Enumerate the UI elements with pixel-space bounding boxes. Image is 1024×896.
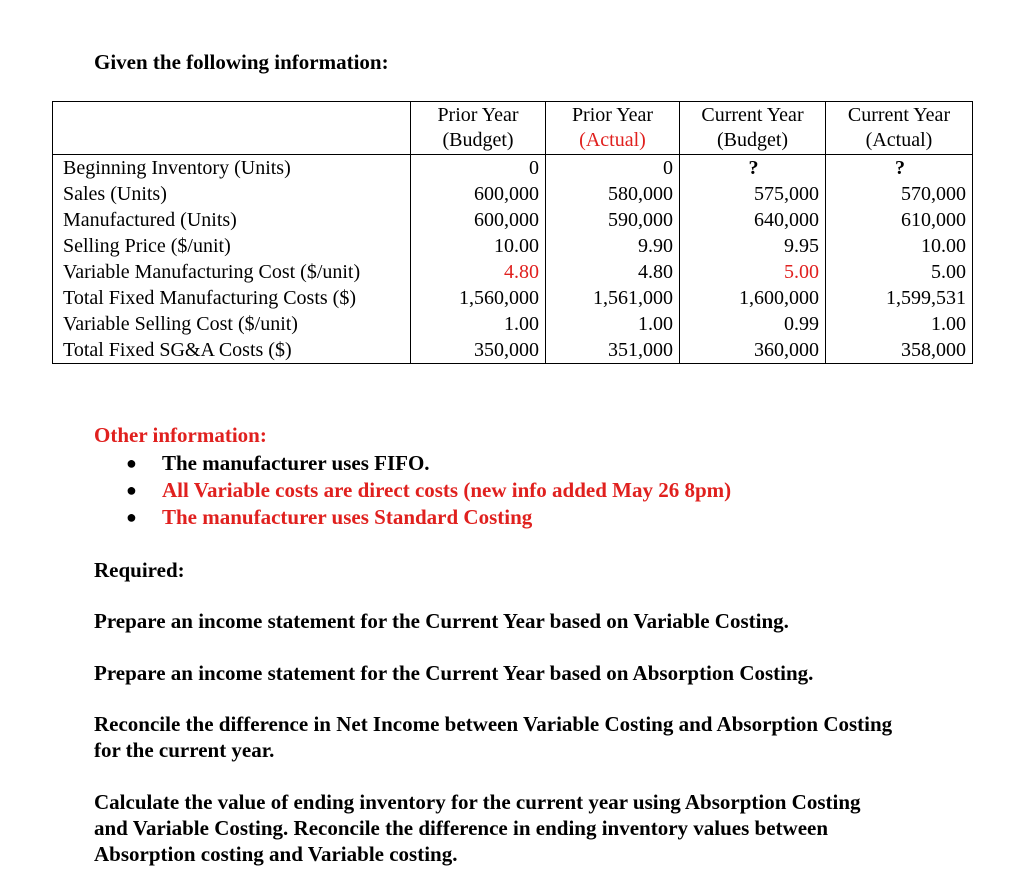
- cell: 4.80: [546, 259, 680, 285]
- cell: 600,000: [411, 181, 546, 207]
- row-label: Total Fixed SG&A Costs ($): [53, 337, 411, 364]
- cell: 10.00: [826, 233, 973, 259]
- header-prior-budget: Prior Year (Budget): [411, 102, 546, 155]
- list-item: ● The manufacturer uses Standard Costing: [126, 505, 533, 529]
- required-item-1: Prepare an income statement for the Current Year based on Variable Costing.: [94, 609, 789, 633]
- cell: 1,561,000: [546, 285, 680, 311]
- bullet-icon: ●: [126, 453, 137, 473]
- cell: 580,000: [546, 181, 680, 207]
- cell: 358,000: [826, 337, 973, 364]
- cell: 9.95: [680, 233, 826, 259]
- table-row: [53, 155, 973, 182]
- cell: 0: [411, 155, 546, 182]
- row-label: Total Fixed Manufacturing Costs ($): [53, 285, 411, 311]
- header-prior-actual: Prior Year (Actual): [546, 102, 680, 155]
- cell: ?: [680, 155, 826, 182]
- table-row: [53, 337, 973, 364]
- header-current-actual: Current Year (Actual): [826, 102, 973, 155]
- required-item-4: Calculate the value of ending inventory for the current year using Absorption Costing and Variable Costing. Reconcile the difference in ending inventory values between Absorption costing and Variable costing.: [94, 790, 861, 866]
- row-label: Selling Price ($/unit): [53, 233, 411, 259]
- other-information: [94, 423, 731, 531]
- cell: 1,560,000: [411, 285, 546, 311]
- cell: 360,000: [680, 337, 826, 364]
- data-table: [52, 101, 973, 364]
- cell: 1,599,531: [826, 285, 973, 311]
- table-row: [53, 233, 973, 259]
- other-information-title: Other information:: [94, 423, 267, 447]
- table-row: [53, 311, 973, 337]
- list-item: ● All Variable costs are direct costs (new info added May 26 8pm): [126, 478, 732, 502]
- cell: ?: [826, 155, 973, 182]
- table-row: [53, 207, 973, 233]
- cell: 9.90: [546, 233, 680, 259]
- cell: 4.80: [411, 259, 546, 285]
- required-title: Required:: [94, 558, 185, 582]
- row-label: Variable Manufacturing Cost ($/unit): [53, 259, 411, 285]
- cell: 0: [546, 155, 680, 182]
- table-row: [53, 285, 973, 311]
- table-row: [53, 181, 973, 207]
- cell: 351,000: [546, 337, 680, 364]
- cell: 1,600,000: [680, 285, 826, 311]
- cell: 590,000: [546, 207, 680, 233]
- cell: 5.00: [680, 259, 826, 285]
- other-information-list: [94, 450, 731, 531]
- required-item-3: Reconcile the difference in Net Income between Variable Costing and Absorption Costing for the current year.: [94, 712, 893, 762]
- header-row: [53, 102, 973, 155]
- bullet-icon: ●: [126, 480, 137, 500]
- row-label: Beginning Inventory (Units): [53, 155, 411, 182]
- cell: 1.00: [826, 311, 973, 337]
- bullet-icon: ●: [126, 507, 137, 527]
- list-item: ● The manufacturer uses FIFO.: [126, 451, 430, 475]
- row-label: Manufactured (Units): [53, 207, 411, 233]
- header-blank: [53, 102, 411, 155]
- cell: 10.00: [411, 233, 546, 259]
- heading: Given the following information:: [94, 50, 389, 74]
- required-item-2: Prepare an income statement for the Current Year based on Absorption Costing.: [94, 661, 814, 685]
- cell: 1.00: [546, 311, 680, 337]
- cell: 610,000: [826, 207, 973, 233]
- header-current-budget: Current Year (Budget): [680, 102, 826, 155]
- table-row: [53, 259, 973, 285]
- cell: 0.99: [680, 311, 826, 337]
- cell: 1.00: [411, 311, 546, 337]
- row-label: Sales (Units): [53, 181, 411, 207]
- cell: 350,000: [411, 337, 546, 364]
- row-label: Variable Selling Cost ($/unit): [53, 311, 411, 337]
- cell: 570,000: [826, 181, 973, 207]
- cell: 5.00: [826, 259, 973, 285]
- cell: 575,000: [680, 181, 826, 207]
- cell: 600,000: [411, 207, 546, 233]
- cell: 640,000: [680, 207, 826, 233]
